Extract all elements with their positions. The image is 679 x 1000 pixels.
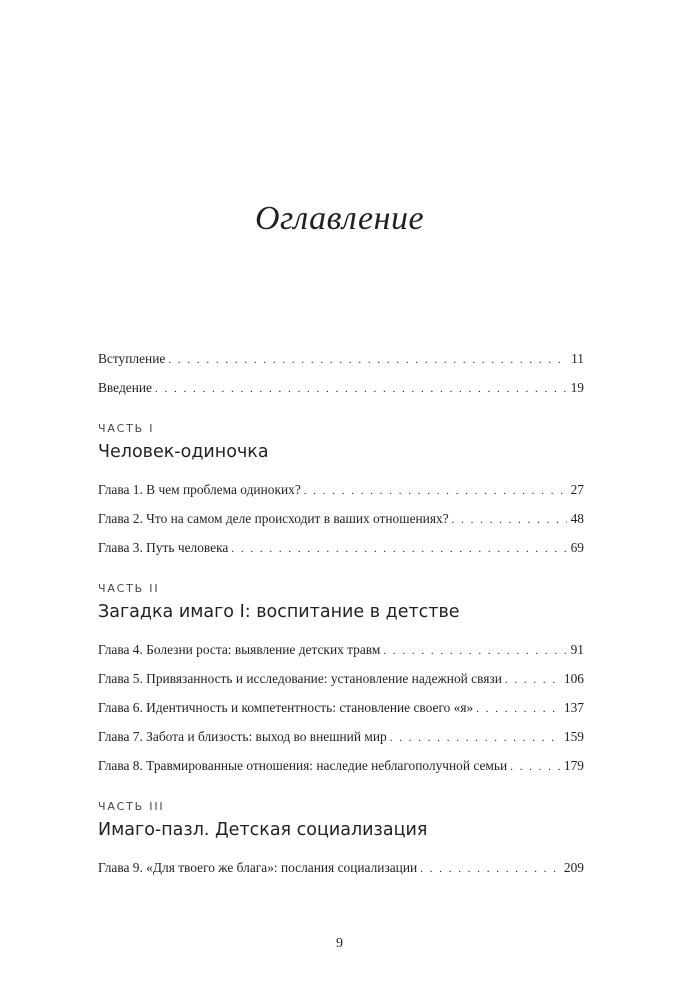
toc-entry-label: Глава 4. Болезни роста: выявление детских травм — [98, 642, 381, 657]
toc-entry-label: Глава 1. В чем проблема одиноких? — [98, 482, 301, 497]
toc-entry-label: Глава 6. Идентичность и компетентность: становление своего «я» — [98, 700, 474, 715]
toc-entry-page: 11 — [571, 351, 584, 366]
part-2 — [98, 581, 584, 777]
toc-entry-chapter-2[interactable] — [98, 508, 584, 530]
toc-entry-chapter-3[interactable] — [98, 537, 584, 559]
toc-entry-page: 19 — [570, 380, 584, 395]
toc-entry-page: 48 — [570, 511, 584, 526]
toc-entry-page: 27 — [570, 482, 584, 497]
dot-leader — [420, 858, 560, 880]
toc-entry-label: Глава 9. «Для твоего же блага»: послания социализации — [98, 860, 418, 875]
toc-entry-chapter-7[interactable] — [98, 726, 584, 748]
toc-entry-chapter-9[interactable] — [98, 857, 584, 879]
toc-entry-intro[interactable] — [98, 348, 584, 370]
toc-entry-page: 179 — [563, 758, 584, 773]
dot-leader — [231, 538, 566, 560]
toc-entry-label: Глава 3. Путь человека — [98, 540, 229, 555]
toc-entry-label: Глава 2. Что на самом деле происходит в ваших отношениях? — [98, 511, 449, 526]
toc-entry-page: 69 — [570, 540, 584, 555]
part-label: ЧАСТЬ I — [98, 422, 155, 435]
toc-entry-chapter-5[interactable] — [98, 668, 584, 690]
part-title: Имаго-пазл. Детская социализация — [98, 820, 428, 840]
toc-entry-chapter-6[interactable] — [98, 697, 584, 719]
toc-entry-page: 91 — [570, 642, 584, 657]
toc-entry-page: 209 — [563, 860, 584, 875]
dot-leader — [452, 509, 567, 531]
toc-entry-page: 137 — [563, 700, 584, 715]
part-3 — [98, 799, 584, 879]
toc-entry-page: 106 — [563, 671, 584, 686]
part-label: ЧАСТЬ III — [98, 800, 165, 813]
toc-entry-introduction[interactable] — [98, 377, 584, 399]
toc-entry-chapter-8[interactable] — [98, 755, 584, 777]
toc-entry-label: Глава 5. Привязанность и исследование: установление надежной связи — [98, 671, 502, 686]
dot-leader — [505, 669, 560, 691]
dot-leader — [390, 727, 560, 749]
toc-entry-page: 159 — [563, 729, 584, 744]
page-title: Оглавление — [254, 200, 425, 237]
part-1 — [98, 421, 584, 559]
toc-entry-label: Вступление — [98, 351, 166, 366]
dot-leader — [510, 756, 560, 778]
part-title: Человек-одиночка — [98, 442, 269, 462]
toc-entry-chapter-1[interactable] — [98, 479, 584, 501]
dot-leader — [476, 698, 560, 720]
part-label: ЧАСТЬ II — [98, 582, 160, 595]
dot-leader — [383, 640, 566, 662]
toc-entry-label: Глава 7. Забота и близость: выход во внешний мир — [98, 729, 387, 744]
page-number: 9 — [336, 936, 343, 951]
dot-leader — [155, 378, 567, 400]
toc-entry-label: Глава 8. Травмированные отношения: наследие неблагополучной семьи — [98, 758, 508, 773]
dot-leader — [168, 349, 567, 371]
toc-entry-chapter-4[interactable] — [98, 639, 584, 661]
part-title: Загадка имаго I: воспитание в детстве — [98, 602, 460, 622]
toc-entry-label: Введение — [98, 380, 152, 395]
table-of-contents — [98, 348, 584, 886]
dot-leader — [304, 480, 567, 502]
